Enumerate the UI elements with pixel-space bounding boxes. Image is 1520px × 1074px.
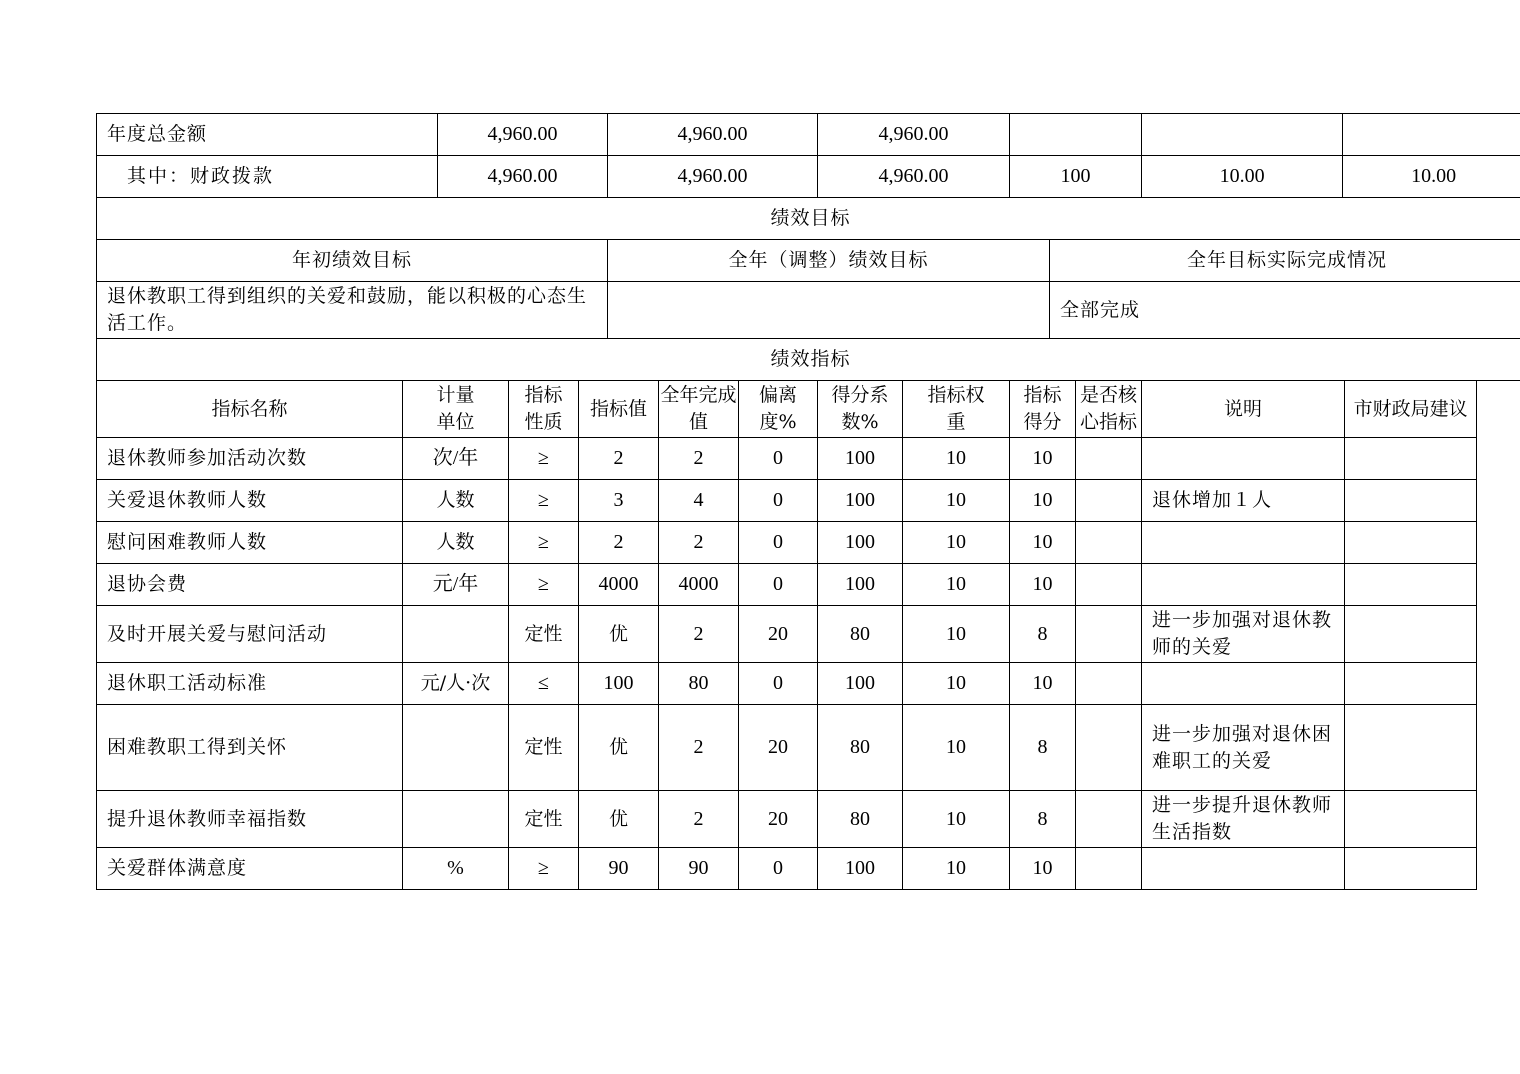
indicator-completed: 2 xyxy=(659,705,739,791)
indicator-advice xyxy=(1345,791,1477,848)
goals-content-row xyxy=(97,282,1520,339)
budget-label: 年度总金额 xyxy=(97,114,438,156)
indicator-completed: 2 xyxy=(659,606,739,663)
goals-header-adjusted: 全年（调整）绩效目标 xyxy=(608,240,1050,282)
budget-value-5 xyxy=(1142,114,1343,156)
indicator-weight: 10 xyxy=(903,522,1010,564)
indicator-completed: 2 xyxy=(659,791,739,848)
indicator-note: 退休增加１人 xyxy=(1142,480,1345,522)
table-row xyxy=(97,791,1520,848)
indicator-completed: 80 xyxy=(659,663,739,705)
header-note: 说明 xyxy=(1142,381,1345,438)
indicator-coefficient: 100 xyxy=(818,663,903,705)
indicator-value: 优 xyxy=(579,705,659,791)
indicator-name: 及时开展关爱与慰问活动 xyxy=(97,606,403,663)
indicator-coefficient: 100 xyxy=(818,564,903,606)
table-row xyxy=(97,438,1520,480)
indicator-note xyxy=(1142,663,1345,705)
indicators-section-row xyxy=(97,339,1520,381)
indicator-score: 8 xyxy=(1010,791,1076,848)
budget-value-4 xyxy=(1010,114,1142,156)
indicator-nature: ≥ xyxy=(509,564,579,606)
indicator-nature: ≥ xyxy=(509,438,579,480)
performance-table xyxy=(96,113,1520,890)
budget-value-1: 4,960.00 xyxy=(438,156,608,198)
budget-row-total xyxy=(97,114,1520,156)
budget-value-4: 100 xyxy=(1010,156,1142,198)
indicator-note: 进一步加强对退休教师的关爱 xyxy=(1142,606,1345,663)
indicator-deviation: 0 xyxy=(739,438,818,480)
indicator-score: 10 xyxy=(1010,564,1076,606)
indicator-deviation: 0 xyxy=(739,663,818,705)
indicator-unit xyxy=(403,606,509,663)
indicators-section-title: 绩效指标 xyxy=(97,339,1520,381)
indicator-core xyxy=(1076,663,1142,705)
indicator-unit xyxy=(403,791,509,848)
indicator-unit: 元/年 xyxy=(403,564,509,606)
indicator-note: 进一步加强对退休困难职工的关爱 xyxy=(1142,705,1345,791)
indicator-nature: 定性 xyxy=(509,791,579,848)
budget-value-2: 4,960.00 xyxy=(608,156,818,198)
indicator-note xyxy=(1142,848,1345,890)
goals-section-title: 绩效目标 xyxy=(97,198,1520,240)
budget-value-6: 10.00 xyxy=(1343,156,1520,198)
header-value: 指标值 xyxy=(579,381,659,438)
budget-value-3: 4,960.00 xyxy=(818,156,1010,198)
header-nature: 指标性质 xyxy=(509,381,579,438)
indicator-advice xyxy=(1345,438,1477,480)
indicator-completed: 2 xyxy=(659,522,739,564)
indicator-advice xyxy=(1345,522,1477,564)
header-advice: 市财政局建议 xyxy=(1345,381,1477,438)
indicator-score: 10 xyxy=(1010,438,1076,480)
indicator-nature: ≥ xyxy=(509,480,579,522)
goals-adjusted-text xyxy=(608,282,1050,339)
performance-report-page xyxy=(96,113,1468,890)
indicator-nature: ≥ xyxy=(509,522,579,564)
indicator-value: 2 xyxy=(579,438,659,480)
indicator-score: 10 xyxy=(1010,522,1076,564)
indicator-score: 10 xyxy=(1010,848,1076,890)
indicator-name: 提升退休教师幸福指数 xyxy=(97,791,403,848)
indicator-value: 2 xyxy=(579,522,659,564)
indicator-note xyxy=(1142,564,1345,606)
indicator-score: 8 xyxy=(1010,705,1076,791)
indicator-note: 进一步提升退休教师生活指数 xyxy=(1142,791,1345,848)
header-score: 指标得分 xyxy=(1010,381,1076,438)
indicator-core xyxy=(1076,480,1142,522)
table-row xyxy=(97,663,1520,705)
header-deviation: 偏离度% xyxy=(739,381,818,438)
table-row xyxy=(97,564,1520,606)
indicator-core xyxy=(1076,848,1142,890)
indicator-value: 90 xyxy=(579,848,659,890)
indicator-deviation: 20 xyxy=(739,606,818,663)
indicator-weight: 10 xyxy=(903,663,1010,705)
indicator-deviation: 0 xyxy=(739,564,818,606)
indicator-weight: 10 xyxy=(903,791,1010,848)
indicator-value: 优 xyxy=(579,791,659,848)
indicator-advice xyxy=(1345,564,1477,606)
indicator-unit: 元/人·次 xyxy=(403,663,509,705)
budget-value-1: 4,960.00 xyxy=(438,114,608,156)
indicator-value: 3 xyxy=(579,480,659,522)
indicator-note xyxy=(1142,438,1345,480)
indicator-core xyxy=(1076,438,1142,480)
goals-section-row xyxy=(97,198,1520,240)
indicator-deviation: 20 xyxy=(739,705,818,791)
indicator-value: 优 xyxy=(579,606,659,663)
indicator-nature: ≤ xyxy=(509,663,579,705)
goals-header-initial: 年初绩效目标 xyxy=(97,240,608,282)
indicator-weight: 10 xyxy=(903,438,1010,480)
header-coefficient: 得分系数% xyxy=(818,381,903,438)
indicator-coefficient: 100 xyxy=(818,438,903,480)
indicator-name: 退协会费 xyxy=(97,564,403,606)
indicator-unit: 次/年 xyxy=(403,438,509,480)
indicator-advice xyxy=(1345,480,1477,522)
indicator-name: 退休教师参加活动次数 xyxy=(97,438,403,480)
indicator-advice xyxy=(1345,663,1477,705)
indicator-name: 关爱退休教师人数 xyxy=(97,480,403,522)
indicator-name: 退休职工活动标准 xyxy=(97,663,403,705)
header-unit: 计量单位 xyxy=(403,381,509,438)
indicator-completed: 4 xyxy=(659,480,739,522)
indicator-unit: % xyxy=(403,848,509,890)
budget-row-fiscal xyxy=(97,156,1520,198)
indicator-score: 10 xyxy=(1010,480,1076,522)
goals-actual-text: 全部完成 xyxy=(1050,282,1520,339)
header-completed: 全年完成值 xyxy=(659,381,739,438)
indicator-core xyxy=(1076,606,1142,663)
indicator-advice xyxy=(1345,848,1477,890)
indicator-coefficient: 80 xyxy=(818,791,903,848)
indicator-completed: 90 xyxy=(659,848,739,890)
indicator-coefficient: 100 xyxy=(818,522,903,564)
table-row xyxy=(97,705,1520,791)
indicator-advice xyxy=(1345,705,1477,791)
indicator-core xyxy=(1076,791,1142,848)
budget-value-2: 4,960.00 xyxy=(608,114,818,156)
table-row xyxy=(97,522,1520,564)
indicator-unit: 人数 xyxy=(403,480,509,522)
indicator-deviation: 20 xyxy=(739,791,818,848)
indicator-nature: 定性 xyxy=(509,606,579,663)
budget-value-6 xyxy=(1343,114,1520,156)
goals-header-actual: 全年目标实际完成情况 xyxy=(1050,240,1520,282)
indicator-coefficient: 100 xyxy=(818,480,903,522)
table-row xyxy=(97,480,1520,522)
indicator-name: 困难教职工得到关怀 xyxy=(97,705,403,791)
indicator-value: 100 xyxy=(579,663,659,705)
indicator-value: 4000 xyxy=(579,564,659,606)
table-row xyxy=(97,606,1520,663)
goals-initial-text: 退休教职工得到组织的关爱和鼓励，能以积极的心态生活工作。 xyxy=(97,282,608,339)
indicator-core xyxy=(1076,564,1142,606)
indicator-deviation: 0 xyxy=(739,522,818,564)
indicator-deviation: 0 xyxy=(739,480,818,522)
indicator-weight: 10 xyxy=(903,480,1010,522)
indicator-note xyxy=(1142,522,1345,564)
indicator-coefficient: 100 xyxy=(818,848,903,890)
indicator-core xyxy=(1076,522,1142,564)
indicator-name: 关爱群体满意度 xyxy=(97,848,403,890)
budget-value-3: 4,960.00 xyxy=(818,114,1010,156)
indicator-nature: 定性 xyxy=(509,705,579,791)
header-name: 指标名称 xyxy=(97,381,403,438)
indicators-header-row xyxy=(97,381,1520,438)
indicator-weight: 10 xyxy=(903,606,1010,663)
header-core: 是否核心指标 xyxy=(1076,381,1142,438)
indicator-nature: ≥ xyxy=(509,848,579,890)
indicator-coefficient: 80 xyxy=(818,606,903,663)
header-weight: 指标权重 xyxy=(903,381,1010,438)
budget-label: 其中：财政拨款 xyxy=(97,156,438,198)
indicator-name: 慰问困难教师人数 xyxy=(97,522,403,564)
goals-header-row xyxy=(97,240,1520,282)
indicator-score: 8 xyxy=(1010,606,1076,663)
indicator-weight: 10 xyxy=(903,848,1010,890)
indicator-deviation: 0 xyxy=(739,848,818,890)
indicator-weight: 10 xyxy=(903,564,1010,606)
indicator-core xyxy=(1076,705,1142,791)
indicator-coefficient: 80 xyxy=(818,705,903,791)
indicator-unit: 人数 xyxy=(403,522,509,564)
indicator-completed: 2 xyxy=(659,438,739,480)
indicator-advice xyxy=(1345,606,1477,663)
budget-value-5: 10.00 xyxy=(1142,156,1343,198)
indicator-unit xyxy=(403,705,509,791)
table-row xyxy=(97,848,1520,890)
indicator-completed: 4000 xyxy=(659,564,739,606)
indicator-score: 10 xyxy=(1010,663,1076,705)
indicator-weight: 10 xyxy=(903,705,1010,791)
